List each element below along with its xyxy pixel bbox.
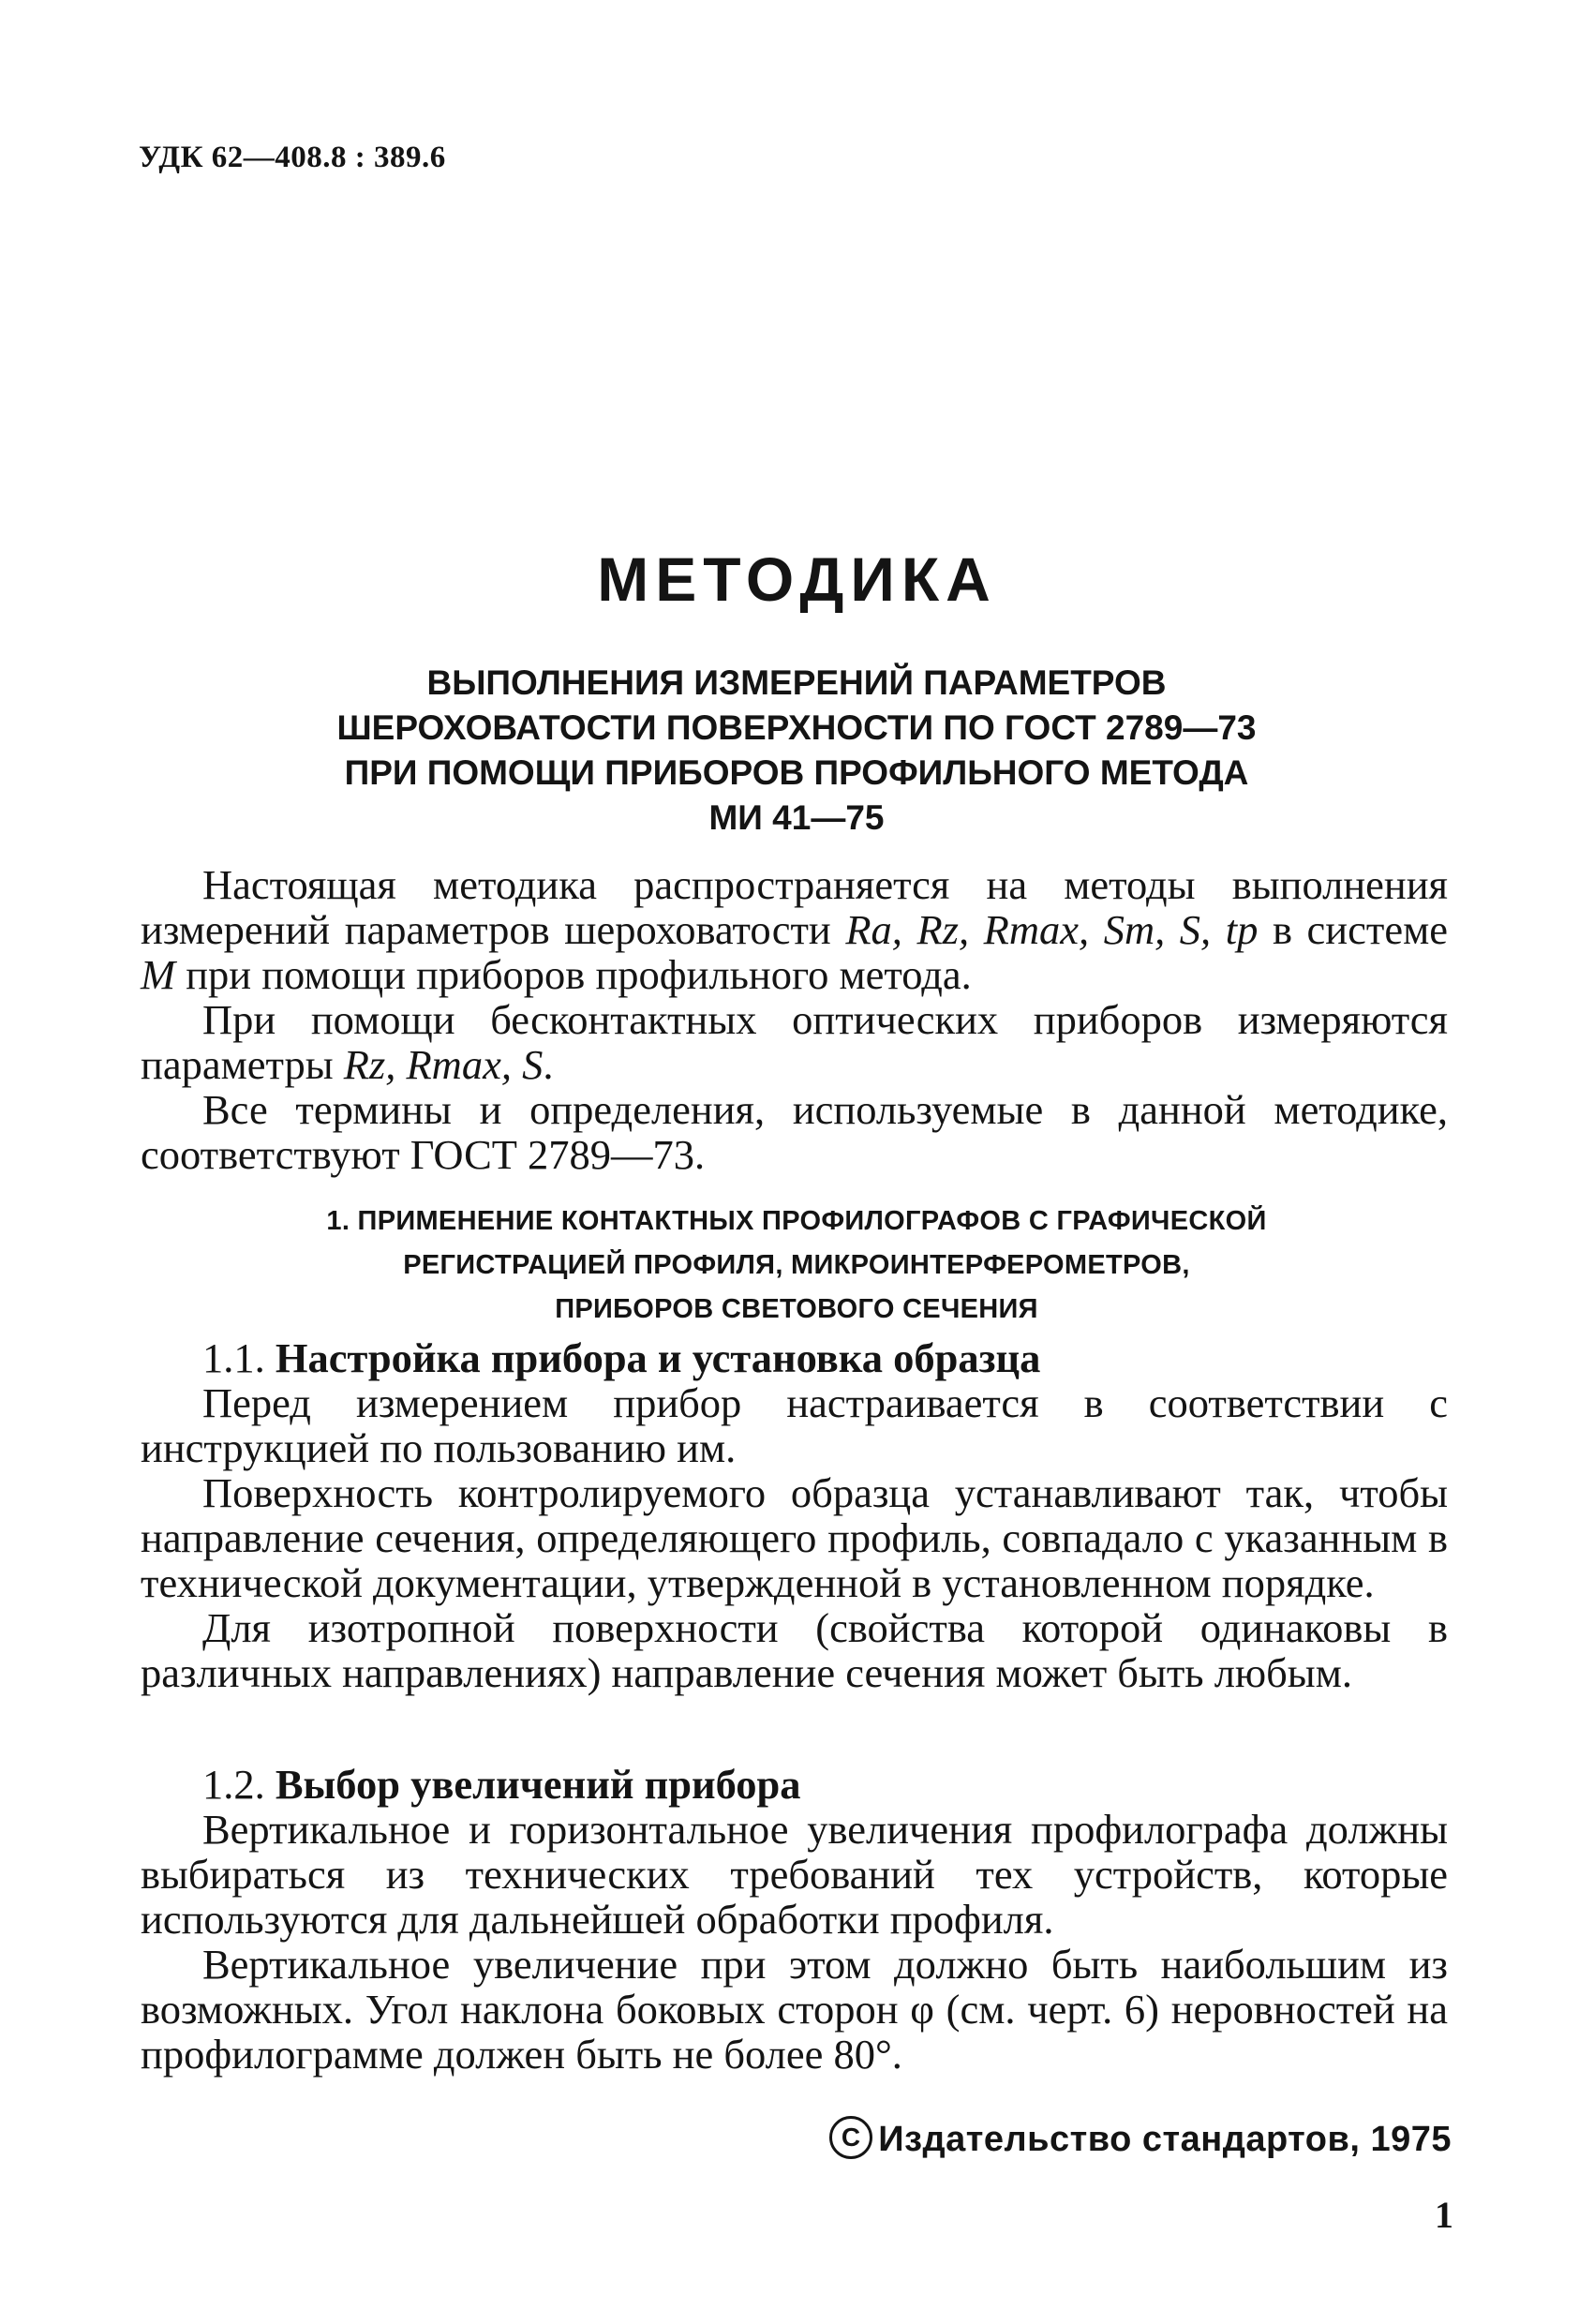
angle-symbol: φ [910, 1986, 934, 2033]
paragraph: Перед измерением прибор настраивается в соответствии с инструкцией по пользованию им. [141, 1379, 1448, 1471]
paragraph: Для изотропной поверхности (свойства которой одинаковы в различных направлениях) направление сечения может быть любым. [141, 1604, 1448, 1696]
subsection-number: 1.2. [202, 1761, 265, 1808]
subsection-heading [141, 1762, 1448, 1807]
section-heading-line: ПРИБОРОВ СВЕТОВОГО СЕЧЕНИЯ [555, 1294, 1038, 1324]
subsection-title: Настройка прибора и установка образца [275, 1334, 1041, 1381]
page-number: 1 [1435, 2194, 1453, 2236]
subsection-title: Выбор увеличений прибора [275, 1761, 801, 1808]
copyright-notice [829, 2120, 1452, 2163]
text-run: Вертикальное увеличение при этом должно быть наибольшим из возможных. Угол наклона боковых сторон [141, 1941, 1448, 2033]
intro-paragraph: Все термины и определения, используемые в данной методике, соответствуют ГОСТ 2789—73. [141, 1086, 1448, 1178]
subsection-heading [141, 1335, 1448, 1380]
text-run: При помощи бесконтактных оптических приборов измеряются параметры [141, 996, 1448, 1088]
paragraph: Поверхность контролируемого образца устанавливают так, чтобы направление сечения, определяющего профиль, совпадало с указанным в технической документации, утвержденной в установленном порядке. [141, 1469, 1448, 1606]
document-title: МЕТОДИКА [597, 544, 997, 614]
udk-code: УДК 62—408.8 : 389.6 [139, 141, 446, 174]
intro-paragraph [141, 997, 1448, 1087]
subsection-1-2 [141, 1762, 1448, 2077]
paragraph [141, 1942, 1448, 2077]
text-run: . [543, 1041, 554, 1088]
copyright-icon: C [829, 2116, 872, 2159]
section-heading-line: РЕГИСТРАЦИЕЙ ПРОФИЛЯ, МИКРОИНТЕРФЕРОМЕТРОВ, [403, 1250, 1190, 1280]
section-heading-line: 1. ПРИМЕНЕНИЕ КОНТАКТНЫХ ПРОФИЛОГРАФОВ С ГРАФИЧЕСКОЙ [326, 1206, 1267, 1236]
text-run: при помощи приборов профильного метода. [175, 951, 972, 998]
subtitle-line: ВЫПОЛНЕНИЯ ИЗМЕРЕНИЙ ПАРАМЕТРОВ [426, 663, 1167, 702]
intro-paragraph [141, 862, 1448, 997]
system-symbol: M [141, 951, 176, 998]
subtitle-line: ПРИ ПОМОЩИ ПРИБОРОВ ПРОФИЛЬНОГО МЕТОДА [344, 753, 1249, 792]
subsection-number: 1.1. [202, 1334, 265, 1381]
section-heading [187, 1199, 1406, 1332]
text-run: Настоящая методика распространяется на методы выполнения измерений параметров шероховатости [141, 861, 1448, 953]
copyright-text: Издательство стандартов, 1975 [878, 2120, 1452, 2160]
intro-text [141, 862, 1448, 1177]
text-run: в системе [1258, 906, 1448, 953]
subtitle-line: ШЕРОХОВАТОСТИ ПОВЕРХНОСТИ ПО ГОСТ 2789—73 [336, 708, 1257, 747]
document-subtitle [187, 661, 1406, 841]
parameter-list: Rz, Rmax, S [343, 1041, 544, 1088]
text-run: (см. черт. 6) неровностей на профилограмме должен быть не более 80°. [141, 1986, 1448, 2078]
paragraph: Вертикальное и горизонтальное увеличения профилографа должны выбираться из технических требований тех устройств, которые используются для дальнейшей обработки профиля. [141, 1806, 1448, 1943]
subsection-1-1 [141, 1335, 1448, 1695]
document-code: МИ 41—75 [708, 798, 885, 837]
parameter-list: Ra, Rz, Rmax, Sm, S, tp [845, 906, 1259, 953]
